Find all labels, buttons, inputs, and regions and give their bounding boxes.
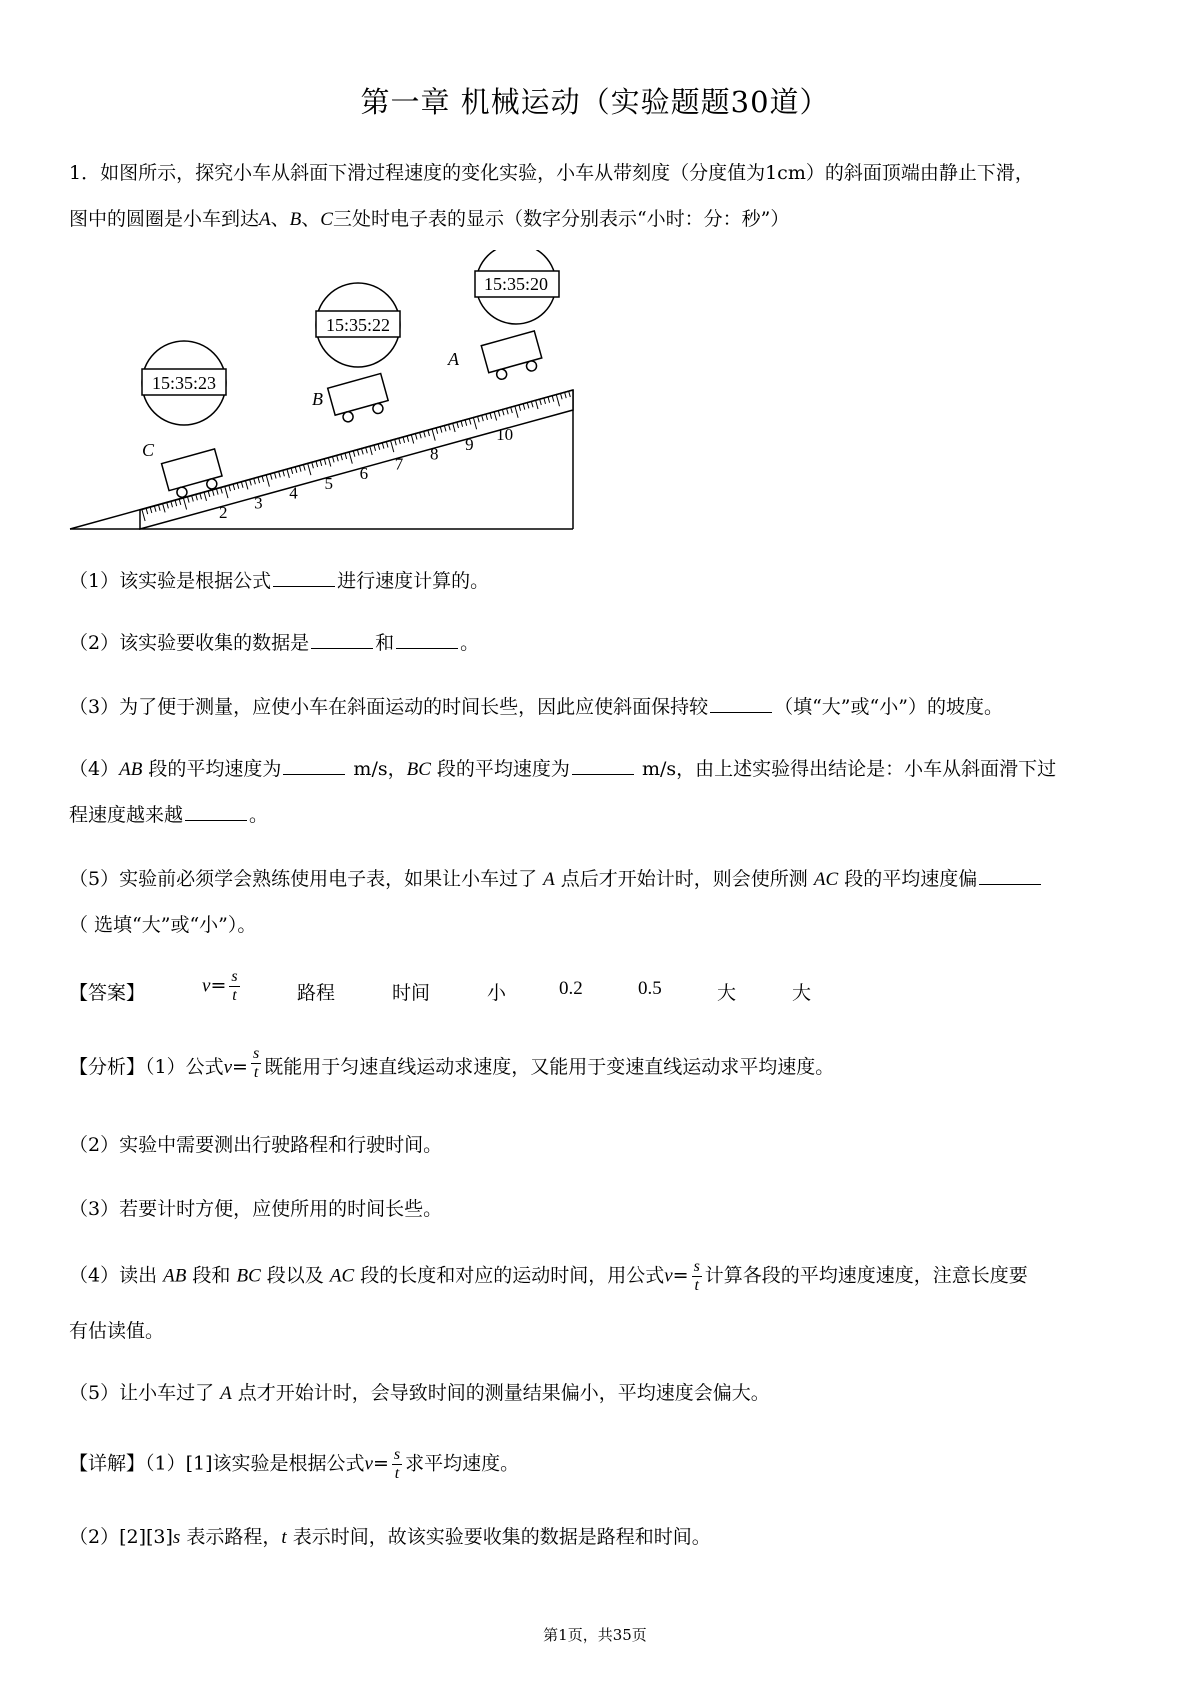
sub-question-2: （2）该实验要收集的数据是 和 。 <box>69 632 480 654</box>
question-1-stem-line-1: 1．如图所示，探究小车从斜面下滑过程速度的变化实验，小车从带刻度（分度值为1cm）的斜面顶端由静止下滑， <box>69 162 1034 184</box>
analysis-paragraph-5: （5）让小车过了 A 点才开始计时，会导致时间的测量结果偏小，平均速度会偏大。 <box>69 1382 770 1404</box>
analysis-paragraph-2: （2）实验中需要测出行驶路程和行驶时间。 <box>69 1134 443 1156</box>
answer-label: 【答案】 <box>69 982 146 1004</box>
clock-b <box>316 283 400 367</box>
svg-text:15:35:20: 15:35:20 <box>483 274 549 294</box>
sub-question-4-line-2: 程速度越来越 。 <box>69 804 269 826</box>
ruler-number: 5 <box>324 473 333 493</box>
label-a: A <box>448 349 459 369</box>
question-1-stem-line-2: 图中的圆圈是小车到达A、B、C三处时电子表的显示（数字分别表示“小时：分：秒”） <box>69 208 790 230</box>
answer-item-3: 小 <box>487 982 507 1004</box>
blank-1[interactable] <box>273 568 335 587</box>
ruler-number: 3 <box>254 493 263 513</box>
answer-item-2: 时间 <box>392 982 431 1004</box>
incline-experiment-figure <box>60 250 580 540</box>
analysis-paragraph-3: （3）若要计时方便，应使所用的时间长些。 <box>69 1198 443 1220</box>
cart-b <box>328 374 391 425</box>
svg-text:15:35:22: 15:35:22 <box>325 315 391 335</box>
analysis-paragraph-4-line-2: 有估读值。 <box>69 1320 165 1342</box>
blank-3[interactable] <box>396 630 458 649</box>
clock-a <box>475 250 559 324</box>
ruler-number: 8 <box>429 444 439 464</box>
label-b: B <box>312 389 323 409</box>
sub-question-1: （1）该实验是根据公式 进行速度计算的。 <box>69 570 490 592</box>
detail-paragraph-2: （2）[2][3]s 表示路程，t 表示时间，故该实验要收集的数据是路程和时间。 <box>69 1526 711 1548</box>
ruler-number: 4 <box>289 483 298 503</box>
clock-c <box>142 341 226 425</box>
ruler-number: 6 <box>359 464 369 484</box>
answer-item-4: 0.2 <box>559 978 583 999</box>
ruler-number: 7 <box>394 454 404 474</box>
blank-2[interactable] <box>311 630 373 649</box>
ruler-number: 10 <box>496 425 514 445</box>
ruler-number: 9 <box>465 434 474 454</box>
svg-text:15:35:23: 15:35:23 <box>151 373 217 393</box>
answer-formula: v= $\frac{s}{t}$ <box>202 968 238 1004</box>
blank-7[interactable] <box>185 802 247 821</box>
page-title: 第一章 机械运动（实验题题30道） <box>360 85 830 119</box>
ruler-number: 2 <box>218 503 228 523</box>
ruler-numbers <box>219 425 513 522</box>
blank-4[interactable] <box>710 694 772 713</box>
page-footer: 第1页，共35页 <box>543 1626 647 1644</box>
blank-8[interactable] <box>979 866 1041 885</box>
sub-question-4-line-1: （4）AB 段的平均速度为 m/s，BC 段的平均速度为 m/s，由上述实验得出结论是：小车从斜面滑下过 <box>69 758 1057 780</box>
blank-5[interactable] <box>283 756 345 775</box>
answer-item-1: 路程 <box>297 982 336 1004</box>
sub-question-5-line-1: （5）实验前必须学会熟练使用电子表，如果让小车过了 A 点后才开始计时，则会使所测 AC 段的平均速度偏 <box>69 864 1043 891</box>
answer-item-7: 大 <box>792 982 812 1004</box>
analysis-paragraph-4-line-1: （4）读出 AB 段和 BC 段以及 AC 段的长度和对应的运动时间，用公式v= $\frac{s}{t}$ 计算各段的平均速度速度，注意长度要 <box>69 1258 1028 1294</box>
answer-item-6: 大 <box>717 982 737 1004</box>
analysis-paragraph-1: 【分析】（1）公式v= $\frac{s}{t}$ 既能用于匀速直线运动求速度，又能用于变速直线运动求平均速度。 <box>69 1044 835 1081</box>
blank-6[interactable] <box>572 756 634 775</box>
sub-question-5-line-2: （ 选填“大”或“小”）。 <box>69 914 257 936</box>
label-c: C <box>142 440 155 460</box>
detail-paragraph-1: 【详解】（1）[1]该实验是根据公式v= $\frac{s}{t}$ 求平均速度。 <box>69 1446 520 1482</box>
answer-item-5: 0.5 <box>638 978 662 999</box>
sub-question-3: （3）为了便于测量，应使小车在斜面运动的时间长些，因此应使斜面保持较 （填“大”或“小”）的坡度。 <box>69 696 1003 718</box>
cart-a <box>481 331 544 382</box>
